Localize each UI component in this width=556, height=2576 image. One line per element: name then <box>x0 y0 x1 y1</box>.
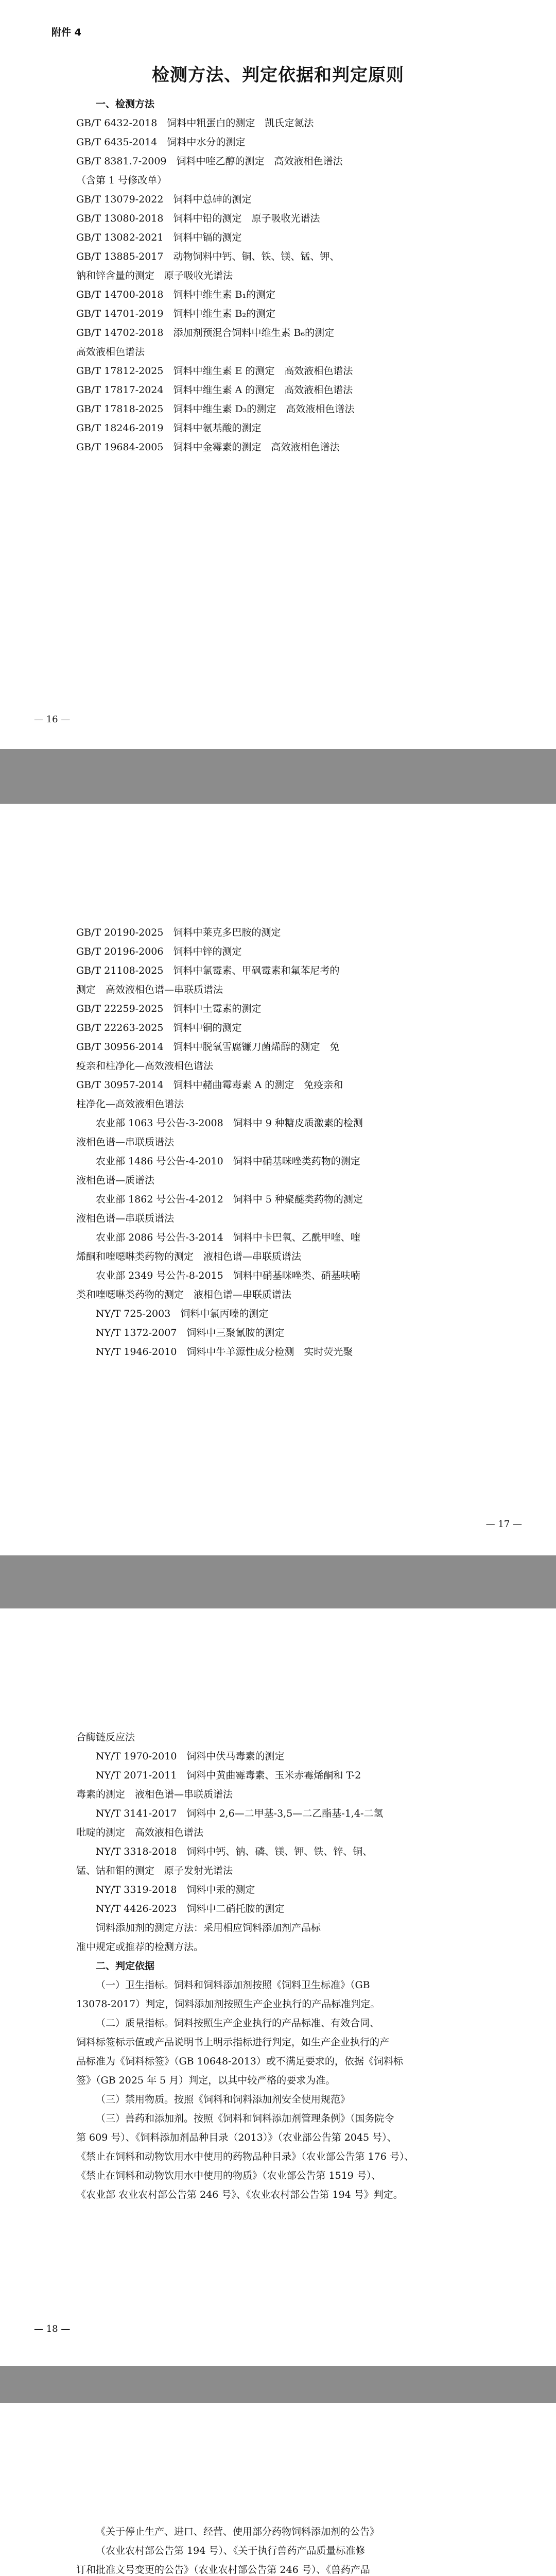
text-line: NY/T 3319-2018 饲料中汞的测定 <box>96 1884 255 1895</box>
text-line: 合酶链反应法 <box>76 1732 135 1743</box>
text-line: 液相色谱—质谱法 <box>76 1175 155 1186</box>
page-number: — 18 — <box>34 2324 71 2334</box>
text-line: 《关于停止生产、进口、经营、使用部分药物饲料添加剂的公告》 <box>96 2526 380 2537</box>
text-line: 饲料标签标示值或产品说明书上明示指标进行判定，如生产企业执行的产 <box>76 2037 390 2048</box>
text-line: NY/T 3318-2018 饲料中钙、钠、磷、镁、钾、铁、锌、铜、 <box>96 1846 373 1857</box>
text-line: 农业部 1486 号公告-4-2010 饲料中硝基咪唑类药物的测定 <box>96 1156 360 1167</box>
text-line: 液相色谱—串联质谱法 <box>76 1213 175 1224</box>
text-line: 《农业部 农业农村部公告第 246 号》、《农业农村部公告第 194 号》判定。 <box>76 2189 403 2200</box>
text-line: GB/T 30956-2014 饲料中脱氧雪腐镰刀菌烯醇的测定 免 <box>76 1041 340 1053</box>
text-line: （一）卫生指标。饲料和饲料添加剂按照《饲料卫生标准》（GB <box>96 1979 370 1991</box>
text-line: GB/T 14701-2019 饲料中维生素 B₂的测定 <box>76 308 276 319</box>
text-line: GB/T 13082-2021 饲料中镉的测定 <box>76 232 242 243</box>
text-line: GB/T 20196-2006 饲料中锌的测定 <box>76 946 242 957</box>
text-line: 《禁止在饲料和动物饮用水中使用的药物品种目录》（农业部公告第 176 号）、 <box>76 2151 414 2162</box>
text-line: NY/T 1970-2010 饲料中伏马毒素的测定 <box>96 1751 285 1762</box>
text-line: 签》（GB 2025 年 5 月）判定，以其中较严格的要求为准。 <box>76 2075 336 2086</box>
document-title: 检测方法、判定依据和判定原则 <box>152 65 404 86</box>
text-line: GB/T 17812-2025 饲料中维生素 E 的测定 高效液相色谱法 <box>76 365 353 377</box>
text-line: （含第 1 号修改单） <box>76 175 167 186</box>
document-page <box>0 2403 556 2576</box>
text-line: GB/T 21108-2025 饲料中氯霉素、甲砜霉素和氟苯尼考的 <box>76 965 340 976</box>
text-line: （农业农村部公告第 194 号）、《关于执行兽药产品质量标准修 <box>96 2545 366 2556</box>
text-line: （二）质量指标。饲料按照生产企业执行的产品标准、有效合同、 <box>96 2018 380 2029</box>
page-body <box>76 923 480 1362</box>
text-line: 农业部 2349 号公告-8-2015 饲料中硝基咪唑类、硝基呋喃 <box>96 1270 360 1281</box>
page-body <box>76 2522 480 2576</box>
text-line: GB/T 19684-2005 饲料中金霉素的测定 高效液相色谱法 <box>76 442 340 453</box>
text-line: NY/T 1372-2007 饲料中三聚氰胺的测定 <box>96 1327 285 1338</box>
document-page <box>0 1608 556 2366</box>
text-line: NY/T 1946-2010 饲料中牛羊源性成分检测 实时荧光聚 <box>96 1346 353 1358</box>
text-line: 品标准为《饲料标签》（GB 10648-2013）或不满足要求的，依据《饲料标 <box>76 2056 403 2067</box>
text-line: （三）兽药和添加剂。按照《饲料和饲料添加剂管理条例》（国务院令 <box>96 2113 394 2124</box>
text-line: GB/T 14700-2018 饲料中维生素 B₁的测定 <box>76 289 276 300</box>
text-line: GB/T 13885-2017 动物饲料中钙、铜、铁、镁、锰、钾、 <box>76 251 340 262</box>
text-line: 毒素的测定 液相色谱—串联质谱法 <box>76 1789 233 1800</box>
text-line: GB/T 20190-2025 饲料中莱克多巴胺的测定 <box>76 927 281 938</box>
page-number: — 16 — <box>34 714 71 725</box>
document-page <box>0 0 556 749</box>
page-number: — 17 — <box>485 1519 522 1530</box>
text-line: NY/T 4426-2023 饲料中二硝托胺的测定 <box>96 1903 285 1914</box>
text-line: GB/T 13080-2018 饲料中铅的测定 原子吸收光谱法 <box>76 213 320 224</box>
page-body <box>76 1728 480 2205</box>
section-heading: 二、判定依据 <box>96 1960 155 1972</box>
text-line: GB/T 8381.7-2009 饲料中喹乙醇的测定 高效液相色谱法 <box>76 156 343 167</box>
section-heading: 一、检测方法 <box>96 98 155 110</box>
text-line: （三）禁用物质。按照《饲料和饲料添加剂安全使用规范》 <box>96 2094 351 2105</box>
text-line: GB/T 30957-2014 饲料中赭曲霉毒素 A 的测定 免疫亲和 <box>76 1079 343 1091</box>
text-line: GB/T 14702-2018 添加剂预混合饲料中维生素 B₆的测定 <box>76 327 335 338</box>
text-line: 农业部 2086 号公告-3-2014 饲料中卡巴氧、乙酰甲喹、喹 <box>96 1232 360 1243</box>
text-line: NY/T 3141-2017 饲料中 2,6—二甲基-3,5—二乙酯基-1,4-二氢 <box>96 1808 384 1819</box>
text-line: 柱净化—高效液相色谱法 <box>76 1098 184 1110</box>
document-page <box>0 804 556 1555</box>
text-line: 烯酮和喹噁啉类药物的测定 液相色谱—串联质谱法 <box>76 1251 302 1262</box>
text-line: 准中规定或推荐的检测方法。 <box>76 1941 204 1953</box>
text-line: 吡啶的测定 高效液相色谱法 <box>76 1827 204 1838</box>
text-line: 饲料添加剂的测定方法：采用相应饲料添加剂产品标 <box>96 1922 321 1934</box>
text-line: 测定 高效液相色谱—串联质谱法 <box>76 984 223 995</box>
text-line: 钠和锌含量的测定 原子吸收光谱法 <box>76 270 233 281</box>
text-line: NY/T 2071-2011 饲料中黄曲霉毒素、玉米赤霉烯酮和 T-2 <box>96 1770 361 1781</box>
text-line: 13078-2017）判定，饲料添加剂按照生产企业执行的产品标准判定。 <box>76 1998 380 2010</box>
text-line: GB/T 17817-2024 饲料中维生素 A 的测定 高效液相色谱法 <box>76 384 353 396</box>
text-line: 疫亲和柱净化—高效液相色谱法 <box>76 1060 214 1072</box>
text-line: GB/T 6435-2014 饲料中水分的测定 <box>76 137 246 148</box>
page-body <box>76 95 480 457</box>
text-line: GB/T 22259-2025 饲料中土霉素的测定 <box>76 1003 262 1014</box>
text-line: GB/T 13079-2022 饲料中总砷的测定 <box>76 194 252 205</box>
text-line: GB/T 17818-2025 饲料中维生素 D₃的测定 高效液相色谱法 <box>76 403 355 415</box>
text-line: 液相色谱—串联质谱法 <box>76 1137 175 1148</box>
text-line: 《禁止在饲料和动物饮用水中使用的物质》（农业部公告第 1519 号）、 <box>76 2170 381 2181</box>
text-line: GB/T 22263-2025 饲料中铜的测定 <box>76 1022 242 1033</box>
text-line: 农业部 1862 号公告-4-2012 饲料中 5 种聚醚类药物的测定 <box>96 1194 363 1205</box>
attachment-label: 附件 4 <box>51 27 81 38</box>
text-line: NY/T 725-2003 饲料中氯丙嗪的测定 <box>96 1308 269 1319</box>
text-line: GB/T 6432-2018 饲料中粗蛋白的测定 凯氏定氮法 <box>76 117 314 129</box>
text-line: 高效液相色谱法 <box>76 346 145 358</box>
text-line: 第 609 号）、《饲料添加剂品种目录（2013）》（农业部公告第 2045 号）、 <box>76 2132 397 2143</box>
text-line: 农业部 1063 号公告-3-2008 饲料中 9 种糖皮质激素的检测 <box>96 1117 363 1129</box>
text-line: GB/T 18246-2019 饲料中氨基酸的测定 <box>76 422 262 434</box>
text-line: 订和批准文号变更的公告》（农业农村部公告第 246 号）、《兽药产品 <box>76 2564 370 2575</box>
text-line: 类和喹噁啉类药物的测定 液相色谱—串联质谱法 <box>76 1289 292 1300</box>
text-line: 锰、钴和钼的测定 原子发射光谱法 <box>76 1865 233 1876</box>
